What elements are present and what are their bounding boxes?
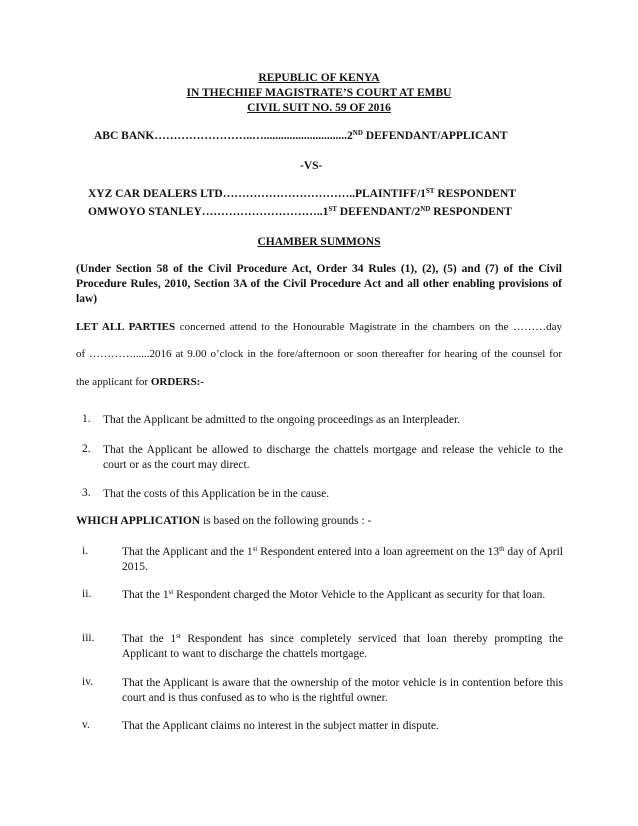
ground-text: That the Applicant and the 1st Respondent entered into a loan agreement on the 13th day of April 2015.	[122, 545, 564, 573]
header-court: IN THECHIEF MAGISTRATE’S COURT AT EMBU	[186, 87, 452, 99]
versus-label: -VS-	[300, 160, 323, 172]
summons-title: CHAMBER SUMMONS	[257, 236, 381, 248]
ground-number: iii.	[82, 632, 95, 644]
party-defendant: OMWOYO STANLEY…………………………..1ST DEFENDANT/2ND RESPONDENT	[88, 205, 512, 218]
ground-number: i.	[82, 545, 89, 557]
header-suit-number: CIVIL SUIT NO. 59 OF 2016	[247, 102, 391, 114]
order-text: That the Applicant be allowed to discharge the chattels mortgage and release the vehicle to the court or as the court may direct.	[103, 444, 563, 471]
party-plaintiff: XYZ CAR DEALERS LTD……………………………..PLAINTIFF/1ST RESPONDENT	[88, 187, 516, 200]
notice-line-3: the applicant for ORDERS:-	[76, 376, 205, 388]
ground-number: iv.	[82, 676, 94, 688]
ground-number: v.	[82, 719, 90, 731]
grounds-intro: WHICH APPLICATION is based on the following grounds : -	[76, 515, 372, 527]
ground-text: That the Applicant claims no interest in the subject matter in dispute.	[122, 720, 439, 732]
order-text: That the Applicant be admitted to the ongoing proceedings as an Interpleader.	[103, 414, 461, 426]
party-applicant: ABC BANK……………………..….............................2ND DEFENDANT/APPLICANT	[94, 129, 508, 142]
ground-text: That the Applicant is aware that the ownership of the motor vehicle is in contention before this court and is thus confused as to who is the rightful owner.	[122, 677, 563, 704]
order-number: 2.	[82, 443, 91, 455]
notice-line-1: LET ALL PARTIES concerned attend to the Honourable Magistrate in the chambers on the ………day	[76, 321, 562, 333]
order-number: 3.	[82, 487, 91, 499]
legal-basis: (Under Section 58 of the Civil Procedure Act, Order 34 Rules (1), (2), (5) and (7) of the Civil Procedure Rules, 2010, Section 3A of the Civil Procedure Act and all other enabling provisions of law)	[76, 263, 562, 305]
ground-text: That the 1st Respondent has since completely serviced that loan thereby prompting the Applicant to want to discharge the chattels mortgage.	[122, 632, 564, 660]
order-number: 1.	[82, 413, 91, 425]
ground-text: That the 1st Respondent charged the Motor Vehicle to the Applicant as security for that loan.	[122, 588, 546, 601]
notice-line-2: of …………......2016 at 9.00 o’clock in the fore/afternoon or soon thereafter for hearing of the counsel for	[76, 348, 562, 360]
header-republic: REPUBLIC OF KENYA	[258, 72, 380, 84]
ground-number: ii.	[82, 588, 92, 600]
order-text: That the costs of this Application be in the cause.	[103, 488, 330, 500]
